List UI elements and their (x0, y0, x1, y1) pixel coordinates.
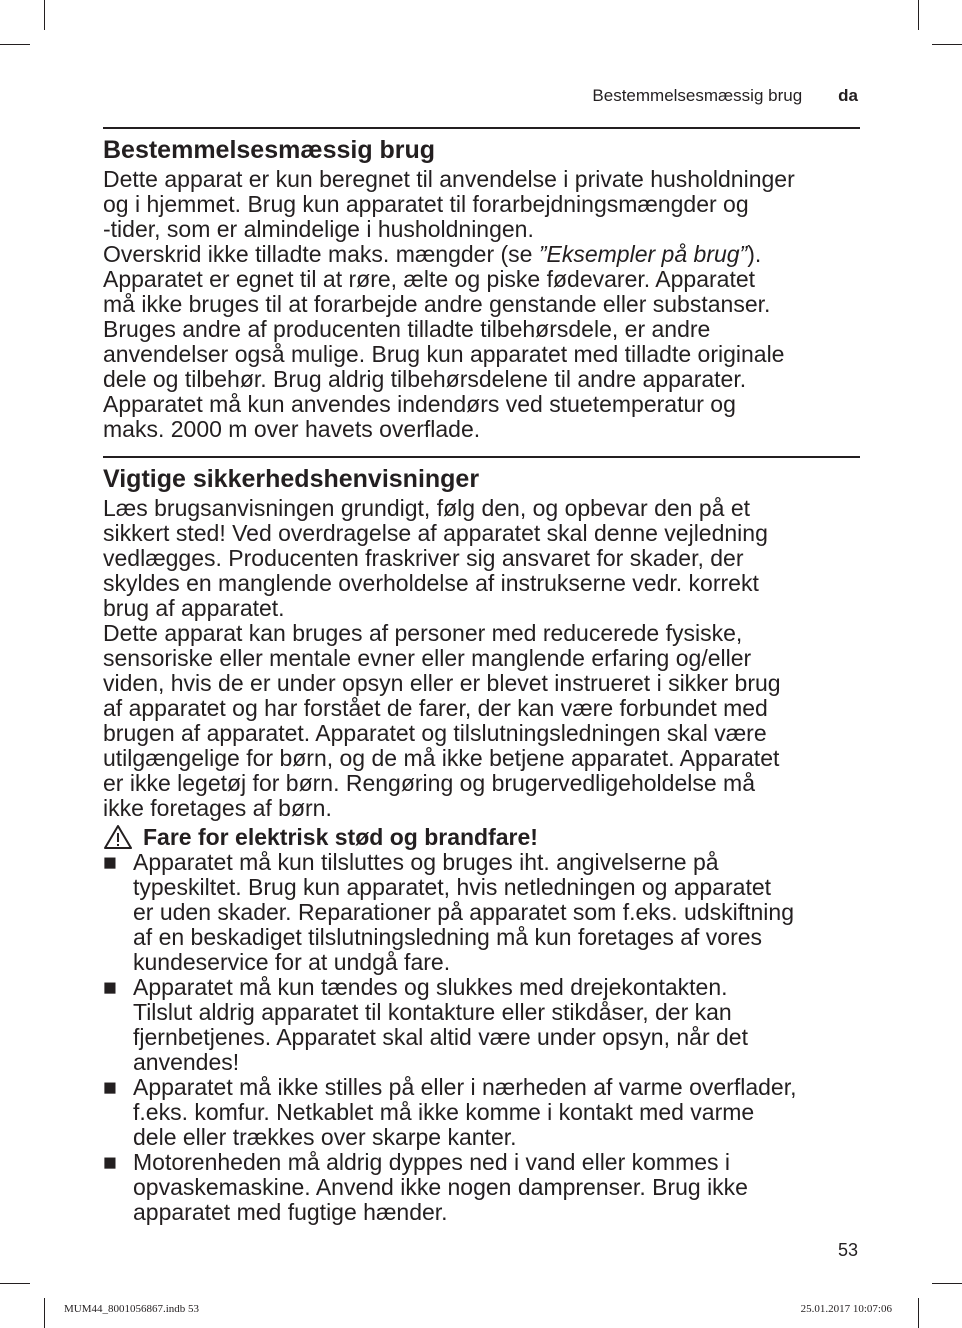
cross-reference: ”Eksempler på brug” (538, 241, 748, 267)
text-line: dele og tilbehør. Brug aldrig tilbehørsdelene til andre apparater. (103, 366, 747, 392)
ref-suffix: ). (747, 241, 762, 267)
text-line: utilgængelige for børn, og de må ikke betjene apparatet. Apparatet (103, 745, 780, 771)
language-code: da (838, 86, 858, 105)
list-item (103, 975, 860, 1075)
text-line: Apparatet må kun tændes og slukkes med drejekontakten. (133, 974, 728, 1000)
slug-timestamp: 25.01.2017 10:07:06 (800, 1303, 892, 1315)
text-line: kundeservice for at undgå fare. (133, 949, 451, 975)
crop-mark (932, 44, 962, 45)
crop-mark (0, 44, 30, 45)
text-line: anvendes! (133, 1049, 240, 1075)
section-heading-safety: Vigtige sikkerhedshenvisninger (103, 465, 480, 493)
text-line: Apparatet må ikke stilles på eller i nærheden af varme overflader, (133, 1074, 797, 1100)
text-line: brug af apparatet. (103, 595, 285, 621)
text-line: anvendelser også mulige. Brug kun apparatet med tilladte originale (103, 341, 785, 367)
running-title: Bestemmelsesmæssig brug (592, 86, 803, 105)
text-line: Dette apparat er kun beregnet til anvendelse i private husholdninger (103, 166, 795, 192)
text-line: Læs brugsanvisningen grundigt, følg den, og opbevar den på et (103, 495, 750, 521)
text-line: må ikke bruges til at forarbejde andre genstande eller substanser. (103, 291, 771, 317)
list-item (103, 850, 860, 975)
warning-heading (103, 825, 860, 850)
text-line: -tider, som er almindelige i husholdningen. (103, 216, 534, 242)
text-line: typeskiltet. Brug kun apparatet, hvis netledningen og apparatet (133, 874, 772, 900)
page-content (103, 127, 860, 1225)
crop-mark (44, 0, 45, 30)
intended-use-body (103, 167, 860, 442)
text-line: fjernbetjenes. Apparatet skal altid være under opsyn, når det (133, 1024, 748, 1050)
text-line: er ikke legetøj for børn. Rengøring og brugervedligeholdelse må (103, 770, 755, 796)
text-line: skyldes en manglende overholdelse af instrukserne vedr. korrekt (103, 570, 759, 596)
running-header (592, 86, 858, 106)
text-line: Bruges andre af producenten tilladte tilbehørsdele, er andre (103, 316, 711, 342)
text-line: brugen af apparatet. Apparatet og tilslutningsledningen skal være (103, 720, 767, 746)
text-line: af en beskadiget tilslutningsledning må kun foretages af vores (133, 924, 763, 950)
slug-filename: MUM44_8001056867.indb 53 (64, 1303, 200, 1315)
text-line: Tilslut aldrig apparatet til kontakture eller stikdåser, der kan (133, 999, 732, 1025)
crop-mark (0, 1283, 30, 1284)
text-line: sikkert sted! Ved overdragelse af apparatet skal denne vejledning (103, 520, 768, 546)
text-line: apparatet med fugtige hænder. (133, 1199, 448, 1225)
section-divider (103, 456, 860, 458)
safety-body (103, 496, 860, 821)
warning-triangle-icon (103, 824, 133, 850)
bullet-square-icon: ■ (103, 849, 117, 875)
crop-mark (918, 1298, 919, 1328)
text-line: vedlægges. Producenten fraskriver sig ansvaret for skader, der (103, 545, 744, 571)
list-item (103, 1075, 860, 1150)
warning-title: Fare for elektrisk stød og brandfare! (143, 824, 538, 850)
text-line: Apparatet må kun anvendes indendørs ved stuetemperatur og (103, 391, 736, 417)
text-line: Dette apparat kan bruges af personer med reducerede fysiske, (103, 620, 743, 646)
text-line: f.eks. komfur. Netkablet må ikke komme i kontakt med varme (133, 1099, 755, 1125)
text-line: og i hjemmet. Brug kun apparatet til forarbejdningsmængder og (103, 191, 749, 217)
section-heading-intended-use: Bestemmelsesmæssig brug (103, 136, 436, 164)
text-line (103, 242, 860, 267)
crop-mark (44, 1298, 45, 1328)
safety-bullet-list (103, 850, 860, 1225)
section-divider (103, 127, 860, 129)
list-item (103, 1150, 860, 1225)
bullet-square-icon: ■ (103, 974, 117, 1000)
text-line: viden, hvis de er under opsyn eller er blevet instrueret i sikker brug (103, 670, 781, 696)
text-line: er uden skader. Reparationer på apparatet som f.eks. udskiftning (133, 899, 795, 925)
crop-mark (918, 0, 919, 30)
text-line: dele eller trækkes over skarpe kanter. (133, 1124, 517, 1150)
text-line: opvaskemaskine. Anvend ikke nogen damprenser. Brug ikke (133, 1174, 748, 1200)
page-number: 53 (837, 1240, 858, 1260)
bullet-square-icon: ■ (103, 1074, 117, 1100)
text-line: af apparatet og har forstået de farer, der kan være forbundet med (103, 695, 768, 721)
text-line: ikke foretages af børn. (103, 795, 332, 821)
text-line: maks. 2000 m over havets overflade. (103, 416, 481, 442)
text-line: Motorenheden må aldrig dyppes ned i vand eller kommes i (133, 1149, 731, 1175)
text-line: sensoriske eller mentale evner eller manglende erfaring og/eller (103, 645, 752, 671)
text-line: Apparatet er egnet til at røre, ælte og piske fødevarer. Apparatet (103, 266, 756, 292)
text-line: Apparatet må kun tilsluttes og bruges iht. angivelserne på (133, 849, 719, 875)
ref-prefix: Overskrid ikke tilladte maks. mængder (se (103, 241, 539, 267)
crop-mark (932, 1283, 962, 1284)
bullet-square-icon: ■ (103, 1149, 117, 1175)
